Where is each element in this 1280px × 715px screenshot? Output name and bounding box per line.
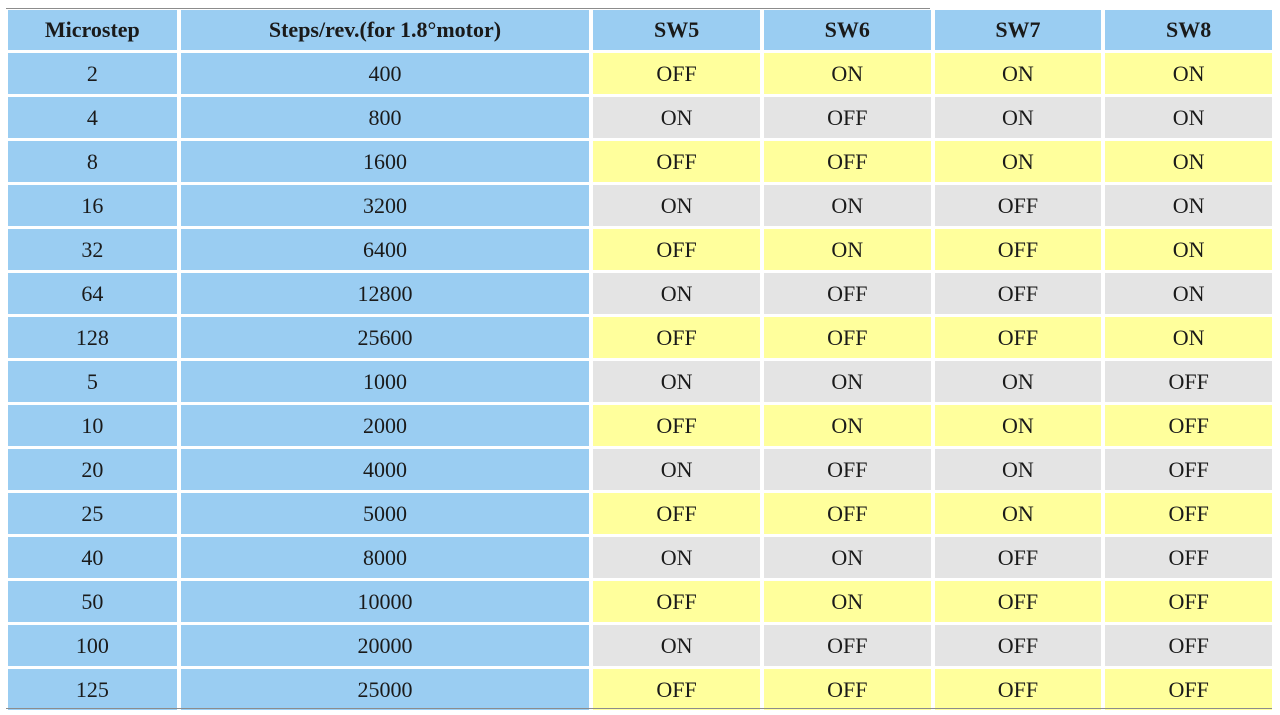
sw5-cell: ON [593,97,760,138]
column-header-sw7: SW7 [935,10,1102,50]
microstep-cell: 40 [8,537,177,578]
sw7-cell: ON [935,361,1102,402]
sw8-cell: OFF [1105,405,1272,446]
steps-cell: 6400 [181,229,590,270]
column-header-microstep: Microstep [8,10,177,50]
microstep-cell: 100 [8,625,177,666]
sw7-cell: ON [935,449,1102,490]
sw6-cell: ON [764,53,931,94]
microstep-cell: 25 [8,493,177,534]
microstep-dip-switch-table [4,7,1276,713]
steps-cell: 10000 [181,581,590,622]
steps-cell: 5000 [181,493,590,534]
sw6-cell: ON [764,581,931,622]
sw8-cell: OFF [1105,493,1272,534]
sw5-cell: OFF [593,229,760,270]
microstep-cell: 50 [8,581,177,622]
sw5-cell: OFF [593,141,760,182]
table-bottom-border [6,708,1272,709]
table-row [8,449,1272,490]
sw8-cell: ON [1105,97,1272,138]
sw8-cell: OFF [1105,581,1272,622]
column-header-sw8: SW8 [1105,10,1272,50]
sw8-cell: OFF [1105,449,1272,490]
sw5-cell: OFF [593,317,760,358]
steps-cell: 20000 [181,625,590,666]
sw5-cell: ON [593,537,760,578]
sw8-cell: OFF [1105,537,1272,578]
steps-cell: 4000 [181,449,590,490]
sw6-cell: OFF [764,273,931,314]
sw8-cell: ON [1105,141,1272,182]
steps-cell: 1000 [181,361,590,402]
table-row [8,229,1272,270]
sw7-cell: OFF [935,669,1102,710]
sw8-cell: ON [1105,53,1272,94]
table-row [8,317,1272,358]
sw8-cell: ON [1105,317,1272,358]
sw5-cell: OFF [593,53,760,94]
sw7-cell: ON [935,97,1102,138]
sw6-cell: ON [764,537,931,578]
sw8-cell: OFF [1105,669,1272,710]
sw5-cell: ON [593,625,760,666]
microstep-cell: 4 [8,97,177,138]
table-row [8,361,1272,402]
table-row [8,405,1272,446]
microstep-cell: 20 [8,449,177,490]
sw5-cell: OFF [593,493,760,534]
sw7-cell: OFF [935,273,1102,314]
table-header-row [8,10,1272,50]
sw7-cell: ON [935,53,1102,94]
sw7-cell: ON [935,405,1102,446]
sw6-cell: ON [764,405,931,446]
steps-cell: 12800 [181,273,590,314]
sw6-cell: OFF [764,449,931,490]
table-row [8,669,1272,710]
table-row [8,141,1272,182]
sw7-cell: ON [935,493,1102,534]
microstep-cell: 2 [8,53,177,94]
sw6-cell: OFF [764,141,931,182]
sw8-cell: ON [1105,273,1272,314]
microstep-cell: 5 [8,361,177,402]
steps-cell: 1600 [181,141,590,182]
table-body [8,53,1272,710]
sw8-cell: ON [1105,185,1272,226]
microstep-cell: 32 [8,229,177,270]
microstep-cell: 10 [8,405,177,446]
sw5-cell: ON [593,273,760,314]
microstep-cell: 125 [8,669,177,710]
sw5-cell: ON [593,361,760,402]
sw5-cell: OFF [593,581,760,622]
sw7-cell: OFF [935,185,1102,226]
steps-cell: 25000 [181,669,590,710]
column-header-sw5: SW5 [593,10,760,50]
sw7-cell: OFF [935,581,1102,622]
table-row [8,53,1272,94]
table-row [8,273,1272,314]
sw8-cell: OFF [1105,361,1272,402]
sw6-cell: ON [764,185,931,226]
column-header-steps-per-rev: Steps/rev.(for 1.8°motor) [181,10,590,50]
sw7-cell: OFF [935,625,1102,666]
sw7-cell: OFF [935,317,1102,358]
steps-cell: 2000 [181,405,590,446]
table-row [8,185,1272,226]
sw5-cell: OFF [593,405,760,446]
sw6-cell: OFF [764,493,931,534]
microstep-cell: 64 [8,273,177,314]
steps-cell: 8000 [181,537,590,578]
table-row [8,493,1272,534]
sw7-cell: OFF [935,537,1102,578]
table-row [8,537,1272,578]
sw7-cell: OFF [935,229,1102,270]
sw8-cell: OFF [1105,625,1272,666]
sw6-cell: OFF [764,669,931,710]
microstep-cell: 8 [8,141,177,182]
microstep-cell: 16 [8,185,177,226]
sw5-cell: ON [593,449,760,490]
sw5-cell: ON [593,185,760,226]
sw6-cell: ON [764,361,931,402]
sw6-cell: OFF [764,97,931,138]
sw8-cell: ON [1105,229,1272,270]
sw7-cell: ON [935,141,1102,182]
sw5-cell: OFF [593,669,760,710]
table-row [8,625,1272,666]
microstep-cell: 128 [8,317,177,358]
table-row [8,581,1272,622]
steps-cell: 800 [181,97,590,138]
steps-cell: 3200 [181,185,590,226]
column-header-sw6: SW6 [764,10,931,50]
steps-cell: 400 [181,53,590,94]
sw6-cell: OFF [764,625,931,666]
table-row [8,97,1272,138]
sw6-cell: ON [764,229,931,270]
steps-cell: 25600 [181,317,590,358]
sw6-cell: OFF [764,317,931,358]
